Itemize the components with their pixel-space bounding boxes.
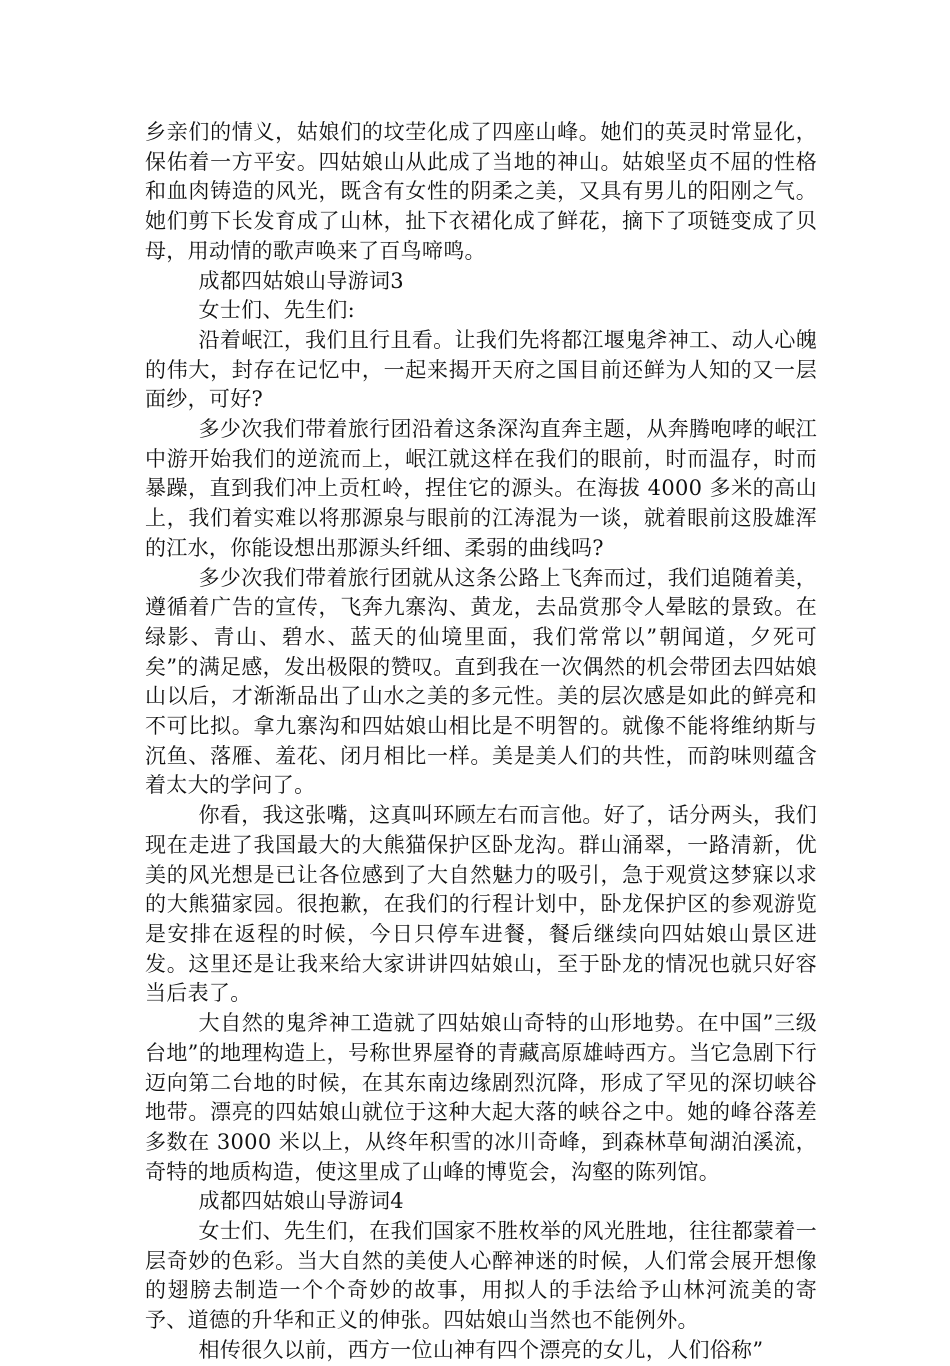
paragraph: 沿着岷江，我们且行且看。让我们先将都江堰鬼斧神工、动人心魄的伟大，封存在记忆中，一起来揭开天府之国目前还鲜为人知的又一层面纱，可好? xyxy=(145,327,817,412)
paragraph-continuation: 乡亲们的情义，姑娘们的坟茔化成了四座山峰。她们的英灵时常显化，保佑着一方平安。四姑娘山从此成了当地的神山。姑娘坚贞不屈的性格和血肉铸造的风光，既含有女性的阴柔之美，又具有男儿的阳刚之气。她们剪下长发育成了山林，扯下衣裙化成了鲜花，摘下了项链变成了贝母，用动情的歌声唤来了百鸟啼鸣。 xyxy=(145,120,817,263)
section-heading-4: 成都四姑娘山导游词4 xyxy=(198,1189,404,1214)
paragraph: 女士们、先生们，在我们国家不胜枚举的风光胜地，往往都蒙着一层奇妙的色彩。当大自然的美使人心醉神迷的时候，人们常会展开想像的翅膀去制造一个个奇妙的故事，用拟人的手法给予山林河流美的寄予、道德的升华和正义的伸张。四姑娘山当然也不能例外。 xyxy=(145,1219,817,1333)
section-heading-3: 成都四姑娘山导游词3 xyxy=(198,268,404,293)
paragraph: 多少次我们带着旅行团就从这条公路上飞奔而过，我们追随着美，遵循着广告的宣传，飞奔九寨沟、黄龙，去品赏那令人晕眩的景致。在绿影、青山、碧水、蓝天的仙境里面，我们常常以”朝闻道，夕死可矣”的满足感，发出极限的赞叹。直到我在一次偶然的机会带团去四姑娘山以后，才渐渐品出了山水之美的多元性。美的层次感是如此的鲜亮和不可比拟。拿九寨沟和四姑娘山相比是不明智的。就像不能将维纳斯与沉鱼、落雁、羞花、闭月相比一样。美是美人们的共性，而韵味则蕴含着太大的学问了。 xyxy=(145,565,817,798)
greeting: 女士们、先生们: xyxy=(198,298,356,323)
paragraph: 你看，我这张嘴，这真叫环顾左右而言他。好了，话分两头，我们现在走进了我国最大的大熊猫保护区卧龙沟。群山涌翠，一路清新，优美的风光想是已让各位感到了大自然魅力的吸引，急于观赏这梦寐以求的大熊猫家园。很抱歉，在我们的行程计划中，卧龙保护区的参观游览是安排在返程的时候，今日只停车进餐，餐后继续向四姑娘山景区进发。这里还是让我来给大家讲讲四姑娘山，至于卧龙的情况也就只好容当后表了。 xyxy=(145,803,817,1006)
paragraph: 相传很久以前，西方一位山神有四个漂亮的女儿，人们俗称” xyxy=(198,1337,764,1362)
document-body xyxy=(145,118,817,1366)
paragraph: 大自然的鬼斧神工造就了四姑娘山奇特的山形地势。在中国”三级台地”的地理构造上，号称世界屋脊的青藏高原雄峙西方。当它急剧下行迈向第二台地的时候，在其东南边缘剧烈沉降，形成了罕见的深切峡谷地带。漂亮的四姑娘山就位于这种大起大落的峡谷之中。她的峰谷落差多数在 3000 米以上，从终年积雪的冰川奇峰，到森林草甸湖泊溪流，奇特的地质构造，使这里成了山峰的博览会，沟壑的陈列馆。 xyxy=(145,1011,817,1184)
paragraph: 多少次我们带着旅行团沿着这条深沟直奔主题，从奔腾咆哮的岷江中游开始我们的逆流而上，岷江就这样在我们的眼前，时而温存，时而暴躁，直到我们冲上贡杠岭，捏住它的源头。在海拔 4000 多米的高山上，我们着实难以将那源泉与眼前的江涛混为一谈，就着眼前这股雄浑的江水，你能设想出那源头纤细、柔弱的曲线吗? xyxy=(145,417,817,560)
